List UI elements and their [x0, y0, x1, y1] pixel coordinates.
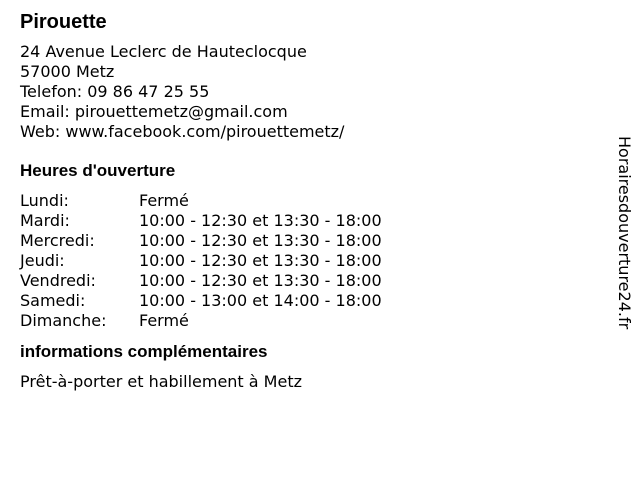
opening-hours-heading: Heures d'ouverture — [20, 161, 176, 180]
hours-row-wednesday — [20, 231, 590, 251]
hours-row-friday — [20, 271, 590, 291]
day-label: Dimanche: — [20, 311, 107, 330]
address-line-city: 57000 Metz — [20, 62, 115, 81]
day-hours: 10:00 - 12:30 et 13:30 - 18:00 — [139, 271, 382, 290]
email-line: Email: pirouettemetz@gmail.com — [20, 102, 288, 121]
business-name: Pirouette — [20, 11, 107, 33]
hours-row-monday — [20, 191, 590, 211]
day-label: Lundi: — [20, 191, 69, 210]
day-label: Vendredi: — [20, 271, 96, 290]
day-label: Samedi: — [20, 291, 86, 310]
hours-row-saturday — [20, 291, 590, 311]
day-hours: 10:00 - 12:30 et 13:30 - 18:00 — [139, 211, 382, 230]
day-hours: 10:00 - 12:30 et 13:30 - 18:00 — [139, 251, 382, 270]
day-label: Mardi: — [20, 211, 70, 230]
day-hours: Fermé — [139, 191, 189, 210]
day-hours: Fermé — [139, 311, 189, 330]
day-label: Jeudi: — [20, 251, 65, 270]
day-hours: 10:00 - 13:00 et 14:00 - 18:00 — [139, 291, 382, 310]
hours-row-tuesday — [20, 211, 590, 231]
business-card — [20, 10, 590, 392]
additional-info-text: Prêt-à-porter et habillement à Metz — [20, 372, 302, 391]
hours-row-thursday — [20, 251, 590, 271]
phone-line: Telefon: 09 86 47 25 55 — [20, 82, 210, 101]
web-line: Web: www.facebook.com/pirouettemetz/ — [20, 122, 345, 141]
hours-row-sunday — [20, 311, 590, 331]
opening-hours-table — [20, 191, 590, 331]
address-line-street: 24 Avenue Leclerc de Hauteclocque — [20, 42, 307, 61]
additional-info-heading: informations complémentaires — [20, 342, 268, 361]
day-hours: 10:00 - 12:30 et 13:30 - 18:00 — [139, 231, 382, 250]
day-label: Mercredi: — [20, 231, 95, 250]
site-watermark: Horairesdouverture24.fr — [615, 136, 634, 330]
